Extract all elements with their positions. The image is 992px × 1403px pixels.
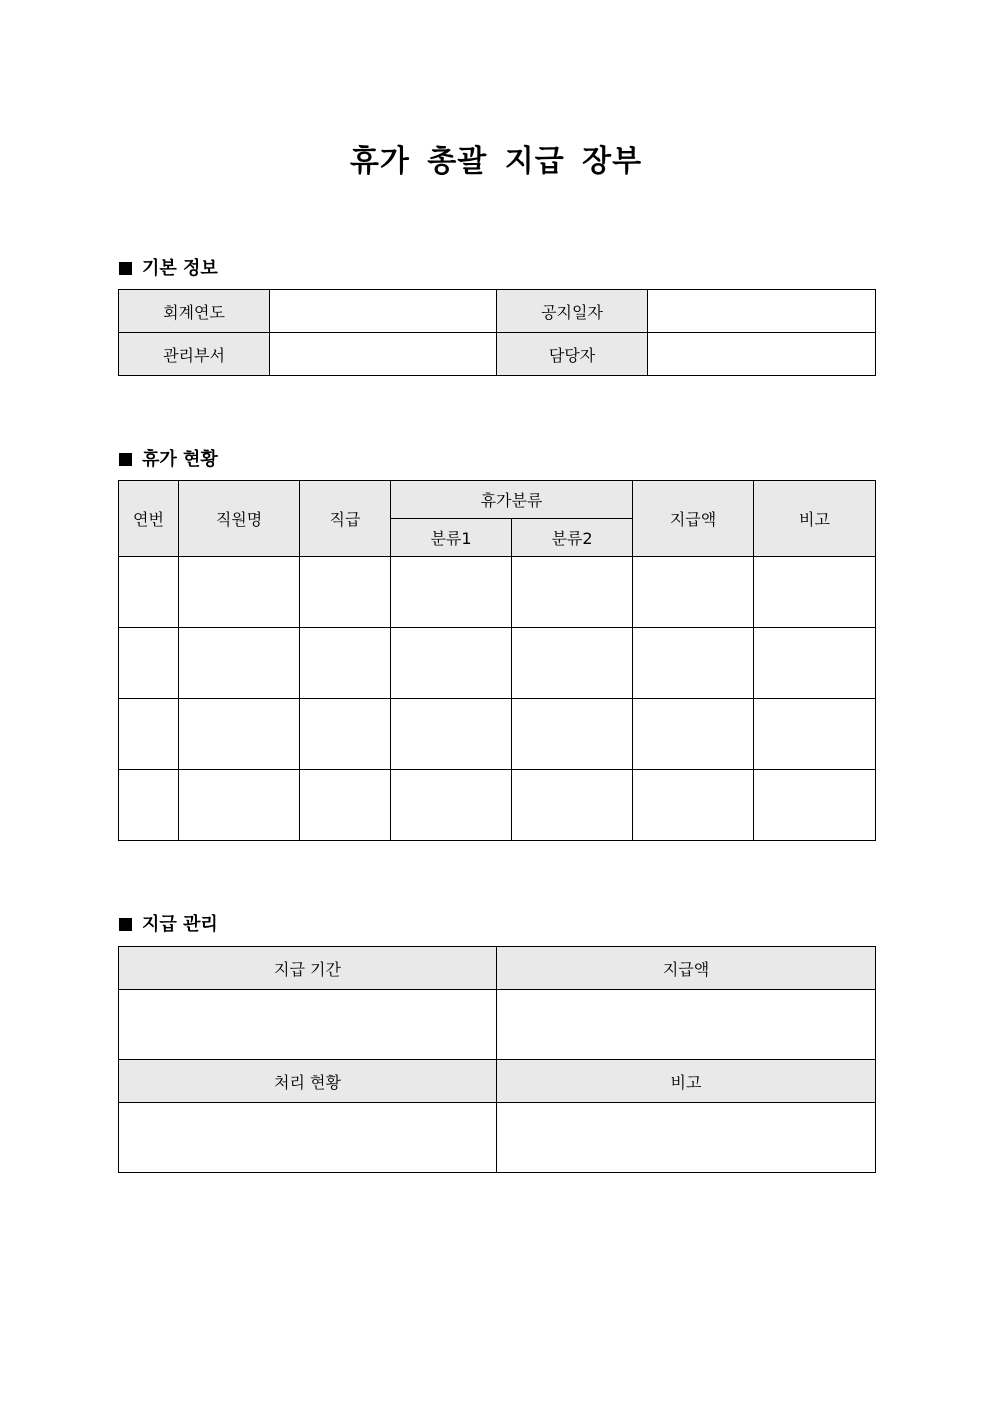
table-cell[interactable] xyxy=(633,628,754,699)
table-row xyxy=(119,628,876,699)
field-fiscal-year[interactable] xyxy=(270,290,497,333)
payment-management-table xyxy=(118,946,876,1173)
table-cell[interactable] xyxy=(119,699,179,770)
table-row xyxy=(119,699,876,770)
header-rank: 직급 xyxy=(300,481,391,557)
header-category-1: 분류1 xyxy=(391,519,512,557)
table-cell[interactable] xyxy=(754,699,876,770)
table-row xyxy=(119,770,876,841)
table-cell[interactable] xyxy=(300,699,391,770)
table-cell[interactable] xyxy=(512,628,633,699)
section-heading-payment-text: 지급 관리 xyxy=(142,914,218,935)
table-cell[interactable] xyxy=(119,557,179,628)
table-cell[interactable] xyxy=(754,628,876,699)
table-cell[interactable] xyxy=(119,628,179,699)
square-bullet-icon xyxy=(119,453,132,466)
table-cell[interactable] xyxy=(179,699,300,770)
label-fiscal-year: 회계연도 xyxy=(119,290,270,333)
table-cell[interactable] xyxy=(300,557,391,628)
basic-info-table xyxy=(118,289,876,376)
table-cell[interactable] xyxy=(512,557,633,628)
table-cell[interactable] xyxy=(754,557,876,628)
field-manager[interactable] xyxy=(648,333,876,376)
header-no: 연번 xyxy=(119,481,179,557)
field-payment-amount[interactable] xyxy=(497,990,876,1060)
header-amount: 지급액 xyxy=(633,481,754,557)
field-payment-note[interactable] xyxy=(497,1103,876,1173)
table-cell[interactable] xyxy=(633,699,754,770)
table-cell[interactable] xyxy=(391,557,512,628)
table-cell[interactable] xyxy=(119,770,179,841)
label-department: 관리부서 xyxy=(119,333,270,376)
square-bullet-icon xyxy=(119,918,132,931)
table-cell[interactable] xyxy=(391,699,512,770)
document-title: 휴가 총괄 지급 장부 xyxy=(349,144,643,179)
section-heading-status-text: 휴가 현황 xyxy=(142,449,218,470)
square-bullet-icon xyxy=(119,262,132,275)
table-cell[interactable] xyxy=(633,557,754,628)
table-cell[interactable] xyxy=(391,770,512,841)
table-cell[interactable] xyxy=(179,770,300,841)
label-payment-amount: 지급액 xyxy=(497,947,876,990)
section-heading-status xyxy=(119,445,218,471)
table-cell[interactable] xyxy=(512,699,633,770)
table-cell[interactable] xyxy=(512,770,633,841)
label-manager: 담당자 xyxy=(497,333,648,376)
header-employee-name: 직원명 xyxy=(179,481,300,557)
field-department[interactable] xyxy=(270,333,497,376)
header-category-2: 분류2 xyxy=(512,519,633,557)
section-heading-payment xyxy=(119,910,218,936)
table-cell[interactable] xyxy=(754,770,876,841)
field-payment-period[interactable] xyxy=(119,990,497,1060)
table-cell[interactable] xyxy=(300,770,391,841)
label-payment-period: 지급 기간 xyxy=(119,947,497,990)
field-processing-status[interactable] xyxy=(119,1103,497,1173)
section-heading-basic xyxy=(119,254,218,280)
table-row xyxy=(119,557,876,628)
table-cell[interactable] xyxy=(633,770,754,841)
label-notice-date: 공지일자 xyxy=(497,290,648,333)
table-cell[interactable] xyxy=(179,557,300,628)
header-leave-category: 휴가분류 xyxy=(391,481,633,519)
table-cell[interactable] xyxy=(179,628,300,699)
table-cell[interactable] xyxy=(300,628,391,699)
leave-status-table xyxy=(118,480,876,841)
label-payment-note: 비고 xyxy=(497,1060,876,1103)
header-note: 비고 xyxy=(754,481,876,557)
section-heading-basic-text: 기본 정보 xyxy=(142,258,218,279)
table-cell[interactable] xyxy=(391,628,512,699)
field-notice-date[interactable] xyxy=(648,290,876,333)
label-processing-status: 처리 현황 xyxy=(119,1060,497,1103)
